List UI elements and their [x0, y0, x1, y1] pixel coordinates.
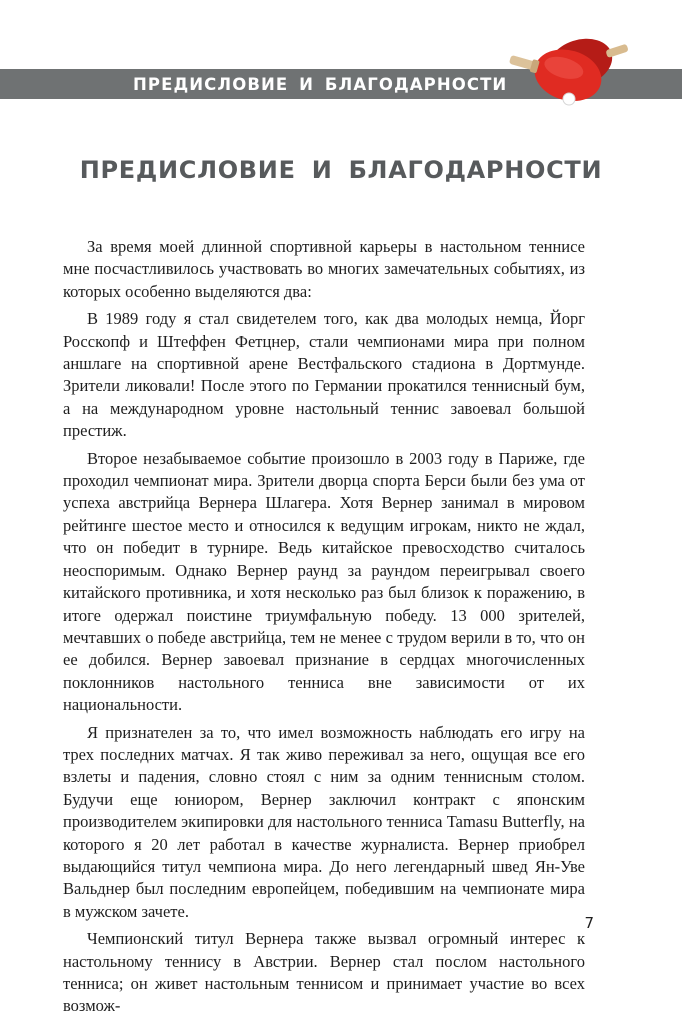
paragraph: За время моей длинной спортивной карьеры в настольном теннисе мне посчастливилось участвовать во многих замечательных событиях, из которых особенно выделяются два: — [63, 237, 585, 301]
page-number: 7 — [584, 914, 594, 932]
page-title: ПРЕДИСЛОВИЕ И БЛАГОДАРНОСТИ — [79, 156, 603, 184]
running-header-title: ПРЕДИСЛОВИЕ И БЛАГОДАРНОСТИ — [133, 75, 508, 94]
paragraph: Чемпионский титул Вернера также вызвал огромный интерес к настольному теннису в Австрии. Вернер стал послом настольного тенниса; он живет настольным теннисом и принимает участие во всех возмож- — [63, 929, 585, 1016]
table-tennis-paddle-icon — [503, 38, 633, 110]
paragraph: В 1989 году я стал свидетелем того, как два молодых немца, Йорг Росскопф и Штеффен Фетцнер, стали чемпионами мира при полном аншлаге на спортивной арене Вестфальского стадиона в Дортмунде. Зрители ликовали! После этого по Германии прокатился теннисный бум, а на международном уровне настольный теннис завоевал большой престиж. — [63, 309, 585, 441]
body-text — [63, 236, 585, 1023]
paragraph: Второе незабываемое событие произошло в 2003 году в Париже, где проходил чемпионат мира. Зрители дворца спорта Берси были без ума от успеха австрийца Вернера Шлагера. Хотя Вернер занимал в мировом рейтинге шестое место и относился к ведущим игрокам, никто не ждал, что он победит в турнире. Ведь китайское превосходство считалось неоспоримым. Однако Вернер раунд за раундом переигрывал своего китайского противника, и хотя несколько раз был близок к поражению, в итоге одержал поистине триумфальную победу. 13 000 зрителей, мечтавших о победе австрийца, тем не менее с трудом верили в то, что он ее добился. Вернер завоевал признание в сердцах многочисленных поклонников настольного тенниса вне зависимости от их национальности. — [63, 448, 585, 715]
paragraph: Я признателен за то, что имел возможность наблюдать его игру на трех последних матчах. Я так живо переживал за него, ощущая все его взлеты и падения, словно стоял с ним за одним теннисным столом. Будучи еще юниором, Вернер заключил контракт с японским производителем экипировки для настольного тенниса Tamasu Butterfly, на которого я 20 лет работал в качестве журналиста. Вернер приобрел выдающийся титул чемпиона мира. До него легендарный швед Ян-Уве Вальднер был последним европейцем, победившим на чемпионате мира в мужском зачете. — [63, 722, 585, 921]
